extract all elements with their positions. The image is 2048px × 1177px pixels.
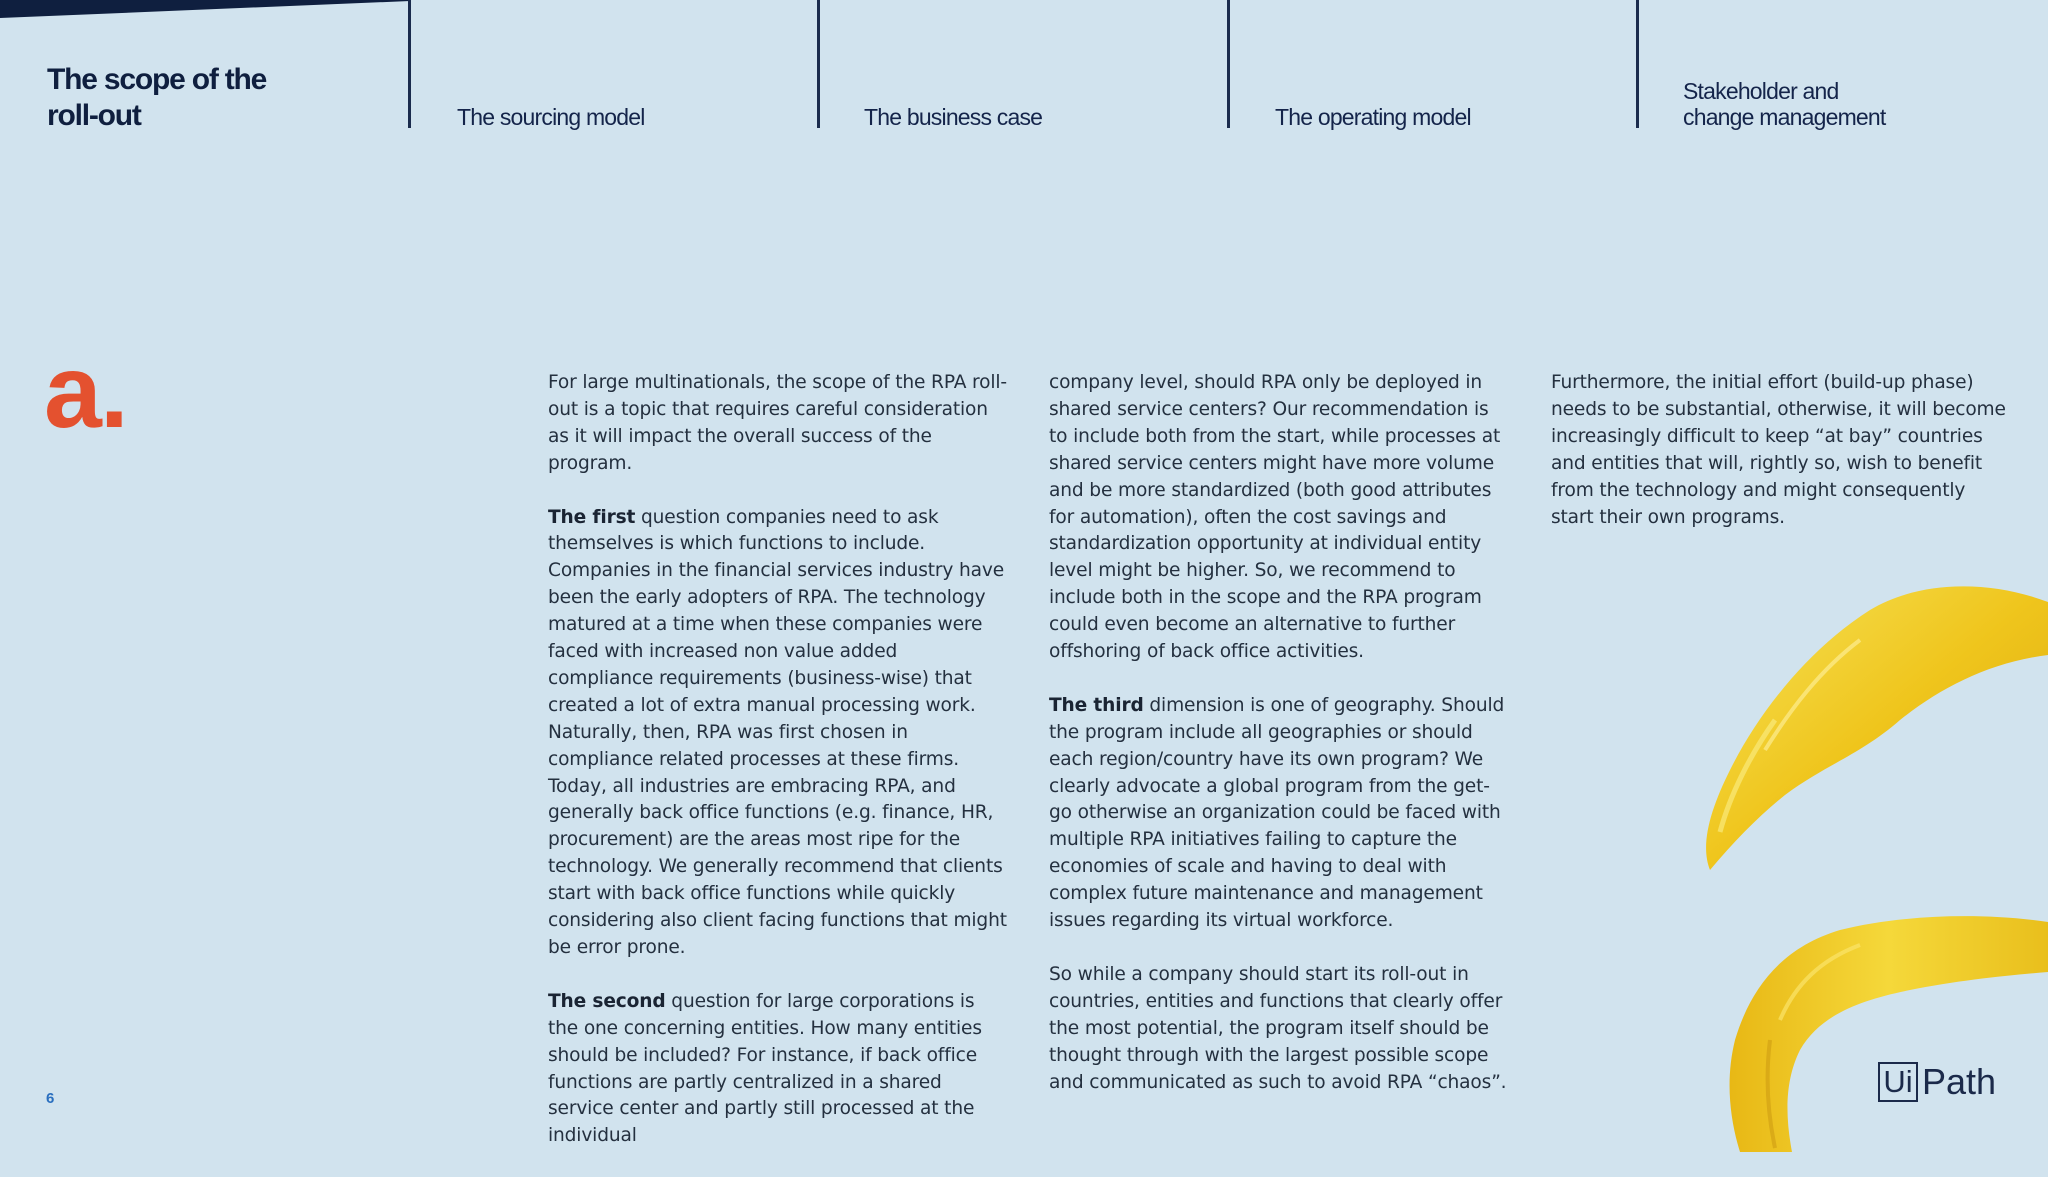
body-paragraph bbox=[548, 370, 1008, 478]
paragraph-lead: The third bbox=[1049, 694, 1144, 716]
nav-item-sourcing-model[interactable]: The sourcing model bbox=[457, 104, 645, 130]
section-dot-icon: . bbox=[99, 334, 127, 450]
section-letter: a bbox=[44, 334, 100, 450]
paragraph-text: company level, should RPA only be deployed in shared service centers? Our recommendation is to include both from the start, while processes at shared service centers might have more volume and be more standardized (both good attributes for automation), often the cost savings and standardization opportunity at individual entity level might be higher. So, we recommend to include both in the scope and the RPA program could even become an alternative to further offshoring of back office activities. bbox=[1049, 372, 1501, 663]
nav-item-stakeholder-change-management[interactable]: Stakeholder and change management bbox=[1683, 78, 1886, 130]
nav-divider bbox=[817, 0, 820, 128]
paragraph-text: dimension is one of geography. Should the program include all geographies or should each region/country have its own program? We clearly advocate a global program from the get-go otherwise an organization could be faced with multiple RPA initiatives failing to capture the economies of scale and having to deal with complex future maintenance and management issues regarding its virtual workforce. bbox=[1049, 694, 1505, 932]
paragraph-text: So while a company should start its roll-out in countries, entities and functions that clearly offer the most potential, the program itself should be thought through with the largest possible scope and communicated as such to avoid RPA “chaos”. bbox=[1049, 963, 1507, 1093]
body-paragraph bbox=[1049, 693, 1509, 935]
nav-item-operating-model[interactable]: The operating model bbox=[1275, 104, 1471, 130]
nav-item-business-case[interactable]: The business case bbox=[864, 104, 1043, 130]
nav-divider bbox=[408, 0, 411, 128]
body-paragraph bbox=[548, 989, 1008, 1150]
paragraph-text: For large multinationals, the scope of the RPA roll-out is a topic that requires careful consideration as it will impact the overall success of the program. bbox=[548, 372, 1007, 474]
current-section-title: The scope of the roll-out bbox=[47, 63, 267, 132]
uipath-logo bbox=[1878, 1060, 2008, 1108]
text-column-1 bbox=[548, 370, 1008, 1177]
nav-divider bbox=[1227, 0, 1230, 128]
paragraph-text: question for large corporations is the one concerning entities. How many entities should be included? For instance, if back office functions are partly centralized in a shared service center and partly still processed at the individual bbox=[548, 990, 982, 1147]
paragraph-lead: The first bbox=[548, 506, 636, 528]
body-paragraph bbox=[1049, 962, 1509, 1097]
logo-wordmark: Path bbox=[1922, 1061, 1997, 1102]
text-column-3 bbox=[1551, 370, 2011, 558]
paragraph-text: Furthermore, the initial effort (build-up phase) needs to be substantial, otherwise, it will become increasingly difficult to keep “at bay” countries and entities that will, rightly so, wish to benefit from the technology and might consequently start their own programs. bbox=[1551, 372, 2006, 528]
paragraph-text: question companies need to ask themselves is which functions to include. Companies in the financial services industry have been the early adopters of RPA. The technology matured at a time when these companies were faced with increased non value added compliance requirements (business-wise) that created a lot of extra manual processing work. Naturally, then, RPA was first chosen in compliance related processes at these firms. Today, all industries are embracing RPA, and generally back office functions (e.g. finance, HR, procurement) are the areas most ripe for the technology. We generally recommend that clients start with back office functions while quickly considering also client facing functions that might be error prone. bbox=[548, 506, 1007, 959]
nav-divider bbox=[1636, 0, 1639, 128]
text-column-2 bbox=[1049, 370, 1509, 1123]
body-paragraph bbox=[548, 505, 1008, 962]
page-number: 6 bbox=[46, 1090, 55, 1107]
logo-box-mark: Ui bbox=[1878, 1062, 1918, 1102]
section-marker bbox=[44, 334, 127, 450]
paragraph-lead: The second bbox=[548, 990, 666, 1012]
top-navigation bbox=[0, 0, 2048, 130]
body-paragraph bbox=[1551, 370, 2011, 531]
body-paragraph bbox=[1049, 370, 1509, 666]
